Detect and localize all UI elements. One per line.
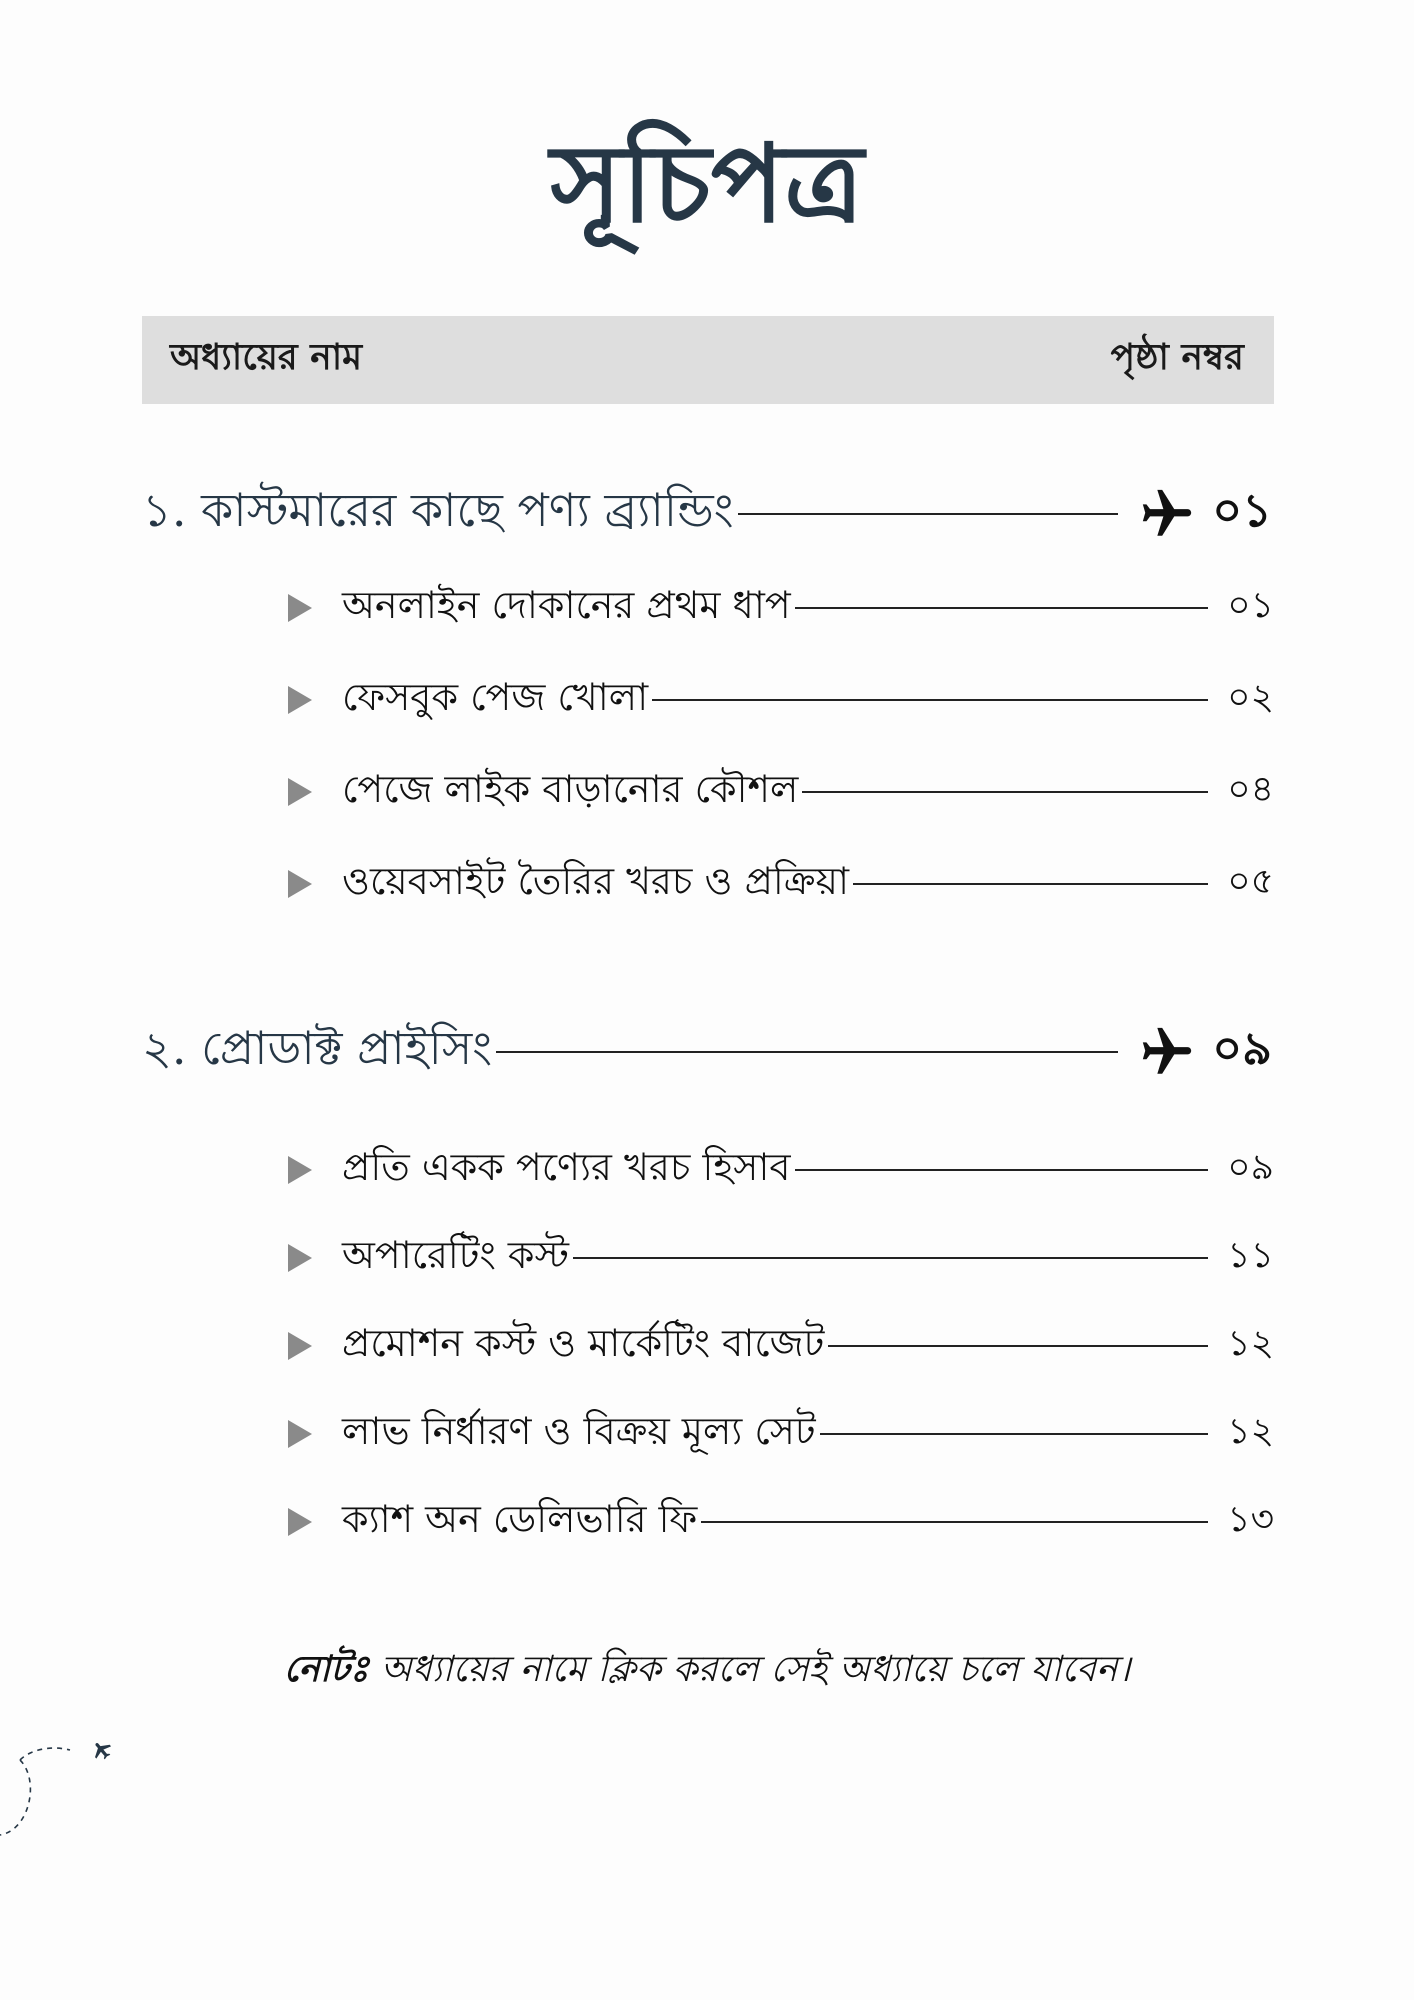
item-page-number: ০৪ xyxy=(1227,769,1274,810)
leader-line xyxy=(795,607,1208,609)
item-title[interactable]: প্রতি একক পণ্যের খরচ হিসাব xyxy=(342,1145,791,1189)
leader-line xyxy=(573,1257,1208,1259)
leader-line xyxy=(701,1521,1208,1523)
chapter-title[interactable]: ১. কাস্টমারের কাছে পণ্য ব্র্যান্ডিং xyxy=(142,483,734,537)
item-page-number: ০৫ xyxy=(1227,861,1274,902)
leader-line xyxy=(795,1169,1208,1171)
triangle-bullet-icon xyxy=(288,1156,312,1184)
chapter-page-number: ০১ xyxy=(1212,483,1272,537)
leader-line xyxy=(652,699,1208,701)
item-page-number: ১৩ xyxy=(1227,1499,1274,1540)
toc-item[interactable] xyxy=(288,1492,1274,1552)
leader-line xyxy=(496,1051,1118,1053)
toc-item[interactable] xyxy=(288,578,1274,638)
toc-item[interactable] xyxy=(288,1140,1274,1200)
note-label: নোটঃ xyxy=(283,1648,369,1690)
toc-header-bar xyxy=(142,316,1274,404)
toc-item[interactable] xyxy=(288,854,1274,914)
leader-line xyxy=(738,513,1119,515)
triangle-bullet-icon xyxy=(288,1244,312,1272)
toc-item[interactable] xyxy=(288,762,1274,822)
item-title[interactable]: লাভ নির্ধারণ ও বিক্রয় মূল্য সেট xyxy=(342,1409,816,1453)
item-title[interactable]: অপারেটিং কস্ট xyxy=(342,1233,569,1277)
item-page-number: ১১ xyxy=(1227,1235,1274,1276)
airplane-dashed-path-icon xyxy=(0,1720,140,1850)
footer-note xyxy=(0,1642,1414,1702)
toc-item[interactable] xyxy=(288,1404,1274,1464)
triangle-bullet-icon xyxy=(288,1420,312,1448)
triangle-bullet-icon xyxy=(288,870,312,898)
item-title[interactable]: ওয়েবসাইট তৈরির খরচ ও প্রক্রিয়া xyxy=(342,859,849,903)
toc-chapter-2[interactable] xyxy=(142,1012,1272,1092)
page-title: সূচিপত্র xyxy=(550,121,864,247)
triangle-bullet-icon xyxy=(288,1332,312,1360)
note-text: অধ্যায়ের নামে ক্লিক করলে সেই অধ্যায়ে চলে যাবেন। xyxy=(380,1649,1131,1690)
airplane-icon xyxy=(1138,485,1196,543)
item-page-number: ০১ xyxy=(1227,585,1274,626)
chapter-title[interactable]: ২. প্রোডাক্ট প্রাইসিং xyxy=(142,1021,493,1075)
triangle-bullet-icon xyxy=(288,1508,312,1536)
header-page-number: পৃষ্ঠা নম্বর xyxy=(1110,337,1244,378)
item-page-number: ০২ xyxy=(1227,677,1274,718)
triangle-bullet-icon xyxy=(288,778,312,806)
leader-line xyxy=(802,791,1208,793)
item-title[interactable]: প্রমোশন কস্ট ও মার্কেটিং বাজেট xyxy=(342,1321,825,1365)
leader-line xyxy=(853,883,1208,885)
item-title[interactable]: ক্যাশ অন ডেলিভারি ফি xyxy=(342,1497,698,1541)
triangle-bullet-icon xyxy=(288,594,312,622)
chapter-page-number: ০৯ xyxy=(1212,1021,1272,1075)
item-title[interactable]: পেজে লাইক বাড়ানোর কৌশল xyxy=(342,767,799,811)
leader-line xyxy=(828,1345,1208,1347)
item-page-number: ১২ xyxy=(1227,1323,1274,1364)
airplane-icon xyxy=(1138,1023,1196,1081)
item-page-number: ০৯ xyxy=(1227,1147,1274,1188)
triangle-bullet-icon xyxy=(288,686,312,714)
toc-item[interactable] xyxy=(288,1228,1274,1288)
item-title[interactable]: অনলাইন দোকানের প্রথম ধাপ xyxy=(342,583,791,627)
item-page-number: ১২ xyxy=(1227,1411,1274,1452)
header-chapter-name: অধ্যায়ের নাম xyxy=(170,337,363,378)
toc-item[interactable] xyxy=(288,670,1274,730)
toc-chapter-1[interactable] xyxy=(142,474,1272,554)
toc-item[interactable] xyxy=(288,1316,1274,1376)
item-title[interactable]: ফেসবুক পেজ খোলা xyxy=(342,675,649,719)
leader-line xyxy=(820,1433,1208,1435)
